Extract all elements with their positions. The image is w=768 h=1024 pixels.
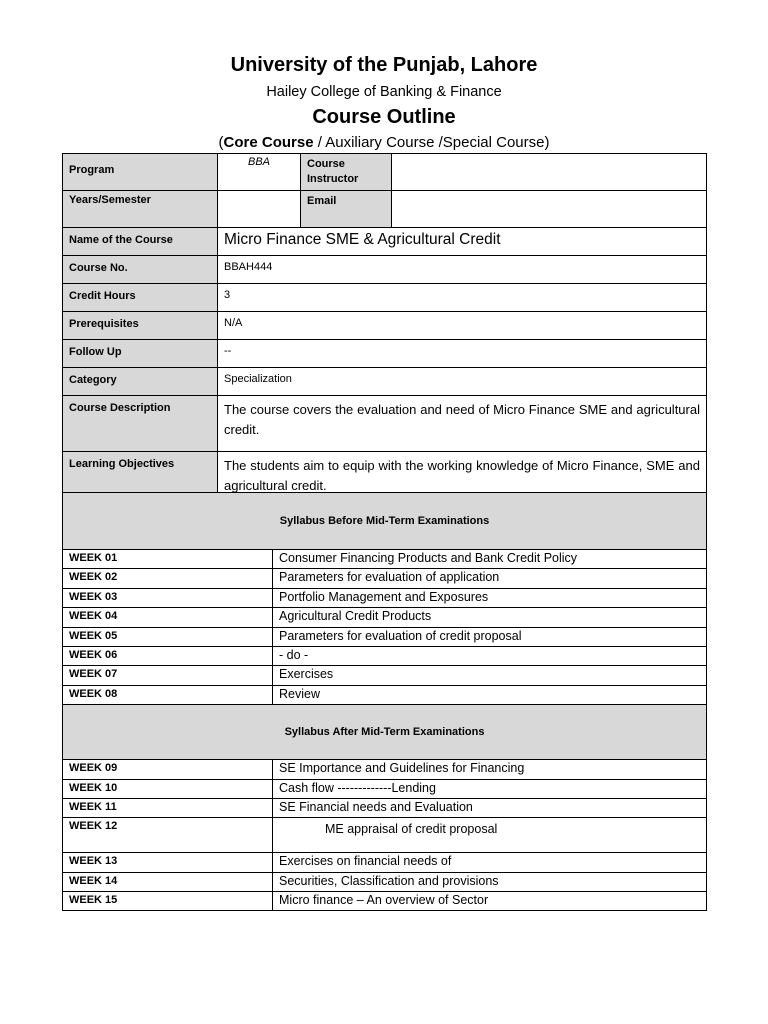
week-row <box>63 853 707 872</box>
row-course-description <box>63 396 707 452</box>
label-program: Program <box>63 154 218 191</box>
week-topic: - do - <box>273 646 707 665</box>
week-row <box>63 550 707 569</box>
value-course-no: BBAH444 <box>218 256 707 284</box>
label-course-no: Course No. <box>63 256 218 284</box>
row-years-semester <box>63 191 707 228</box>
value-email <box>392 191 707 228</box>
week-topic: Review <box>273 685 707 704</box>
value-prerequisites: N/A <box>218 312 707 340</box>
row-learning-objectives <box>63 452 707 497</box>
week-row <box>63 608 707 627</box>
week-row <box>63 872 707 891</box>
week-row <box>63 892 707 911</box>
course-type-open: ( <box>218 134 224 151</box>
label-prerequisites: Prerequisites <box>63 312 218 340</box>
week-row <box>63 818 707 853</box>
week-topic: SE Financial needs and Evaluation <box>273 798 707 817</box>
value-credit-hours: 3 <box>218 284 707 312</box>
label-category: Category <box>63 368 218 396</box>
label-years-semester: Years/Semester <box>63 191 218 228</box>
week-topic: Exercises on financial needs of <box>273 853 707 872</box>
week-label: WEEK 10 <box>63 779 273 798</box>
row-category <box>63 368 707 396</box>
label-follow-up: Follow Up <box>63 340 218 368</box>
value-program: BBA <box>218 154 301 191</box>
value-years-semester <box>218 191 301 228</box>
week-label: WEEK 09 <box>63 760 273 779</box>
week-label: WEEK 02 <box>63 569 273 588</box>
week-row <box>63 779 707 798</box>
label-learning-objectives: Learning Objectives <box>63 452 218 497</box>
row-program <box>63 154 707 191</box>
section-after-midterm <box>63 705 707 760</box>
syllabus-table <box>62 492 707 911</box>
course-info-table <box>62 153 707 497</box>
college-name: Hailey College of Banking & Finance <box>266 84 502 100</box>
week-label: WEEK 13 <box>63 853 273 872</box>
week-label: WEEK 11 <box>63 798 273 817</box>
row-course-name <box>63 228 707 256</box>
label-course-instructor: Course Instructor <box>301 154 392 191</box>
week-row <box>63 798 707 817</box>
week-label: WEEK 03 <box>63 588 273 607</box>
week-label: WEEK 14 <box>63 872 273 891</box>
week-topic: ME appraisal of credit proposal <box>273 818 707 853</box>
week-label: WEEK 06 <box>63 646 273 665</box>
value-course-name: Micro Finance SME & Agricultural Credit <box>218 228 707 256</box>
week-topic: Cash flow -------------Lending <box>273 779 707 798</box>
label-course-name: Name of the Course <box>63 228 218 256</box>
course-type-core: Core Course <box>223 134 314 151</box>
week-row <box>63 569 707 588</box>
row-credit-hours <box>63 284 707 312</box>
value-follow-up: -- <box>218 340 707 368</box>
row-course-no <box>63 256 707 284</box>
value-course-instructor <box>392 154 707 191</box>
heading-after-midterm: Syllabus After Mid-Term Examinations <box>63 705 707 760</box>
week-topic: Micro finance – An overview of Sector <box>273 892 707 911</box>
document-title: Course Outline <box>312 106 456 128</box>
week-row <box>63 646 707 665</box>
week-label: WEEK 07 <box>63 666 273 685</box>
course-type-rest: / Auxiliary Course /Special Course) <box>313 134 550 151</box>
week-label: WEEK 01 <box>63 550 273 569</box>
week-topic: Securities, Classification and provisions <box>273 872 707 891</box>
week-topic: Parameters for evaluation of credit proposal <box>273 627 707 646</box>
week-label: WEEK 15 <box>63 892 273 911</box>
week-topic: Portfolio Management and Exposures <box>273 588 707 607</box>
row-prerequisites <box>63 312 707 340</box>
week-topic: SE Importance and Guidelines for Financing <box>273 760 707 779</box>
week-label: WEEK 05 <box>63 627 273 646</box>
heading-before-midterm: Syllabus Before Mid-Term Examinations <box>63 493 707 550</box>
value-category: Specialization <box>218 368 707 396</box>
label-email: Email <box>301 191 392 228</box>
label-credit-hours: Credit Hours <box>63 284 218 312</box>
week-topic: Agricultural Credit Products <box>273 608 707 627</box>
week-row <box>63 627 707 646</box>
week-row <box>63 666 707 685</box>
course-type-line <box>0 134 768 151</box>
week-topic: Exercises <box>273 666 707 685</box>
week-row <box>63 760 707 779</box>
label-course-description: Course Description <box>63 396 218 452</box>
value-learning-objectives: The students aim to equip with the working knowledge of Micro Finance, SME and agricultural credit. <box>218 452 707 497</box>
section-before-midterm <box>63 493 707 550</box>
week-topic: Parameters for evaluation of application <box>273 569 707 588</box>
week-row <box>63 588 707 607</box>
week-label: WEEK 12 <box>63 818 273 853</box>
week-label: WEEK 04 <box>63 608 273 627</box>
week-label: WEEK 08 <box>63 685 273 704</box>
week-row <box>63 685 707 704</box>
week-topic: Consumer Financing Products and Bank Credit Policy <box>273 550 707 569</box>
university-title: University of the Punjab, Lahore <box>230 54 538 76</box>
row-follow-up <box>63 340 707 368</box>
value-course-description: The course covers the evaluation and need of Micro Finance SME and agricultural credit. <box>218 396 707 452</box>
